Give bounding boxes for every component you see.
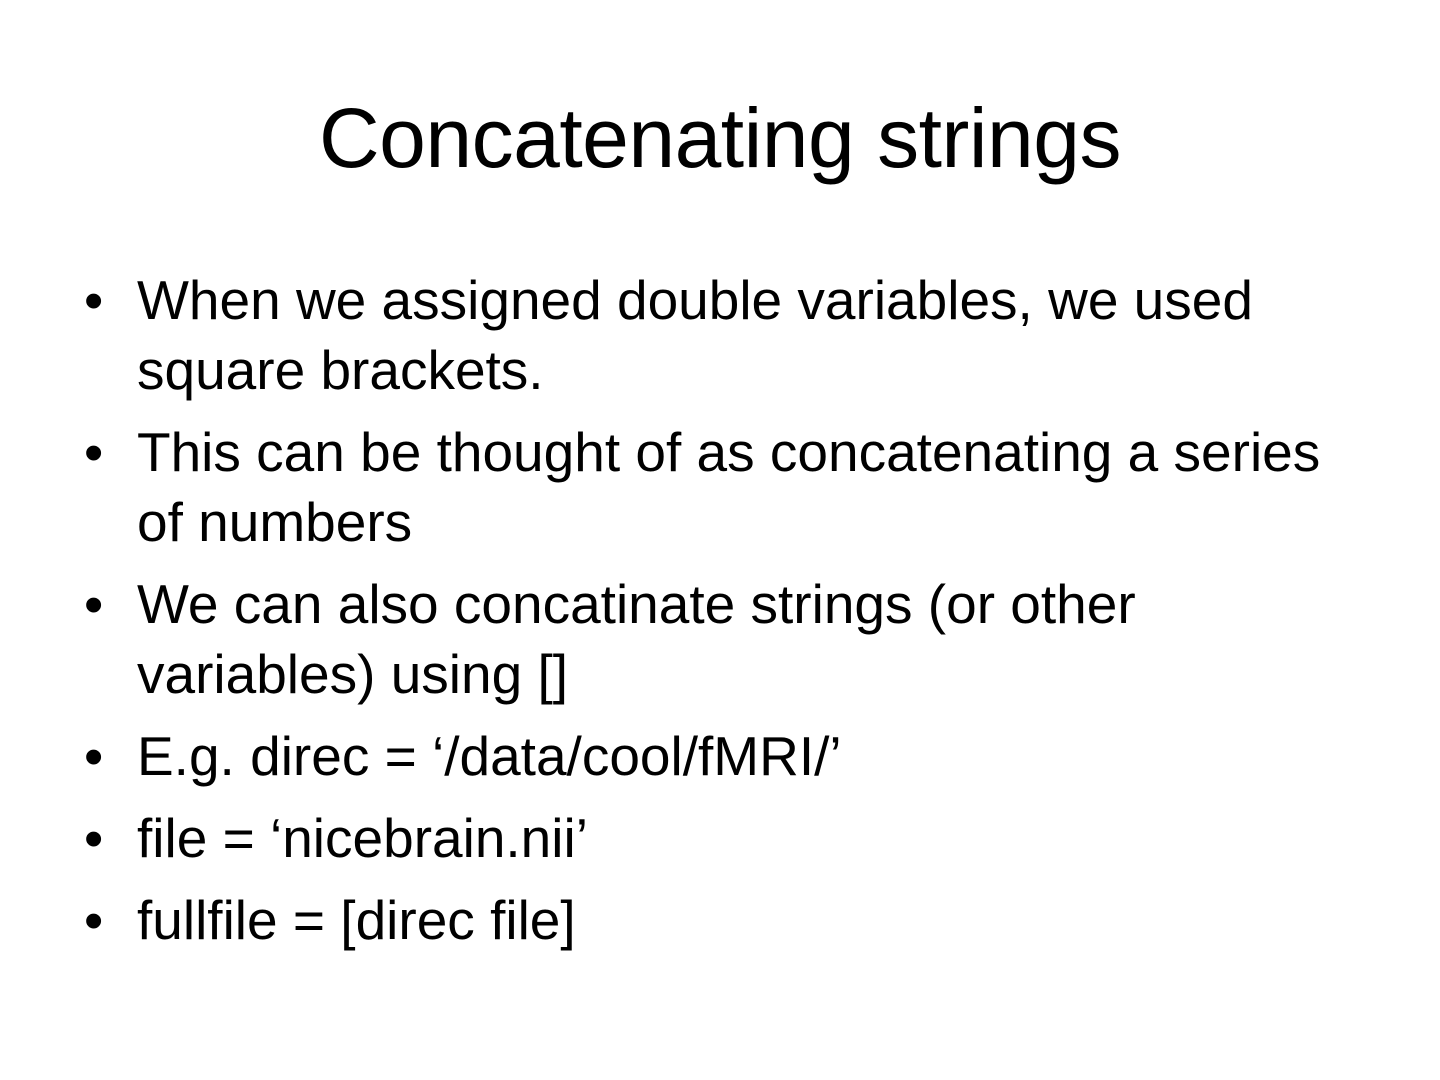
bullet-item bbox=[84, 885, 1374, 955]
bullet-icon: • bbox=[84, 725, 104, 787]
bullet-item bbox=[84, 721, 1374, 791]
bullet-item bbox=[84, 803, 1374, 873]
bullet-text: This can be thought of as concatenating a series of numbers bbox=[137, 421, 1321, 553]
bullet-text: fullfile = [direc file] bbox=[137, 889, 576, 951]
bullet-text: When we assigned double variables, we used square brackets. bbox=[137, 269, 1253, 401]
bullet-item bbox=[84, 569, 1374, 709]
bullet-icon: • bbox=[84, 269, 104, 331]
bullet-icon: • bbox=[84, 573, 104, 635]
bullet-text: E.g. direc = ‘/data/cool/fMRI/’ bbox=[137, 725, 842, 787]
bullet-text: We can also concatinate strings (or other variables) using [] bbox=[137, 573, 1136, 705]
bullet-text: file = ‘nicebrain.nii’ bbox=[137, 807, 588, 869]
slide-title: Concatenating strings bbox=[319, 91, 1121, 185]
bullet-item bbox=[84, 417, 1374, 557]
bullet-list bbox=[84, 265, 1374, 967]
bullet-icon: • bbox=[84, 807, 104, 869]
bullet-icon: • bbox=[84, 889, 104, 951]
bullet-icon: • bbox=[84, 421, 104, 483]
bullet-item bbox=[84, 265, 1374, 405]
